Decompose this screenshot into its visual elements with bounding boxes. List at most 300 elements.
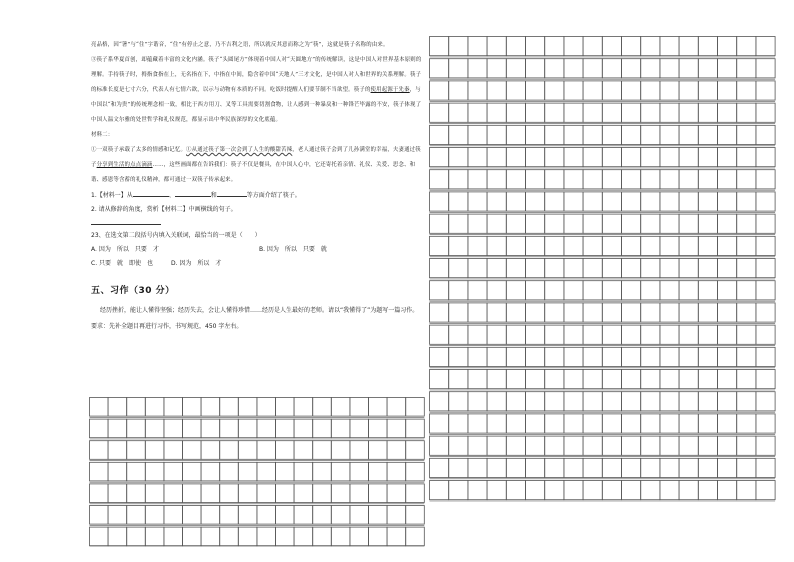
grid-cell[interactable] (718, 370, 737, 389)
grid-cell[interactable] (238, 398, 257, 417)
grid-cell[interactable] (238, 506, 257, 525)
grid-cell[interactable] (756, 347, 775, 366)
grid-cell[interactable] (406, 419, 425, 438)
grid-cell[interactable] (526, 481, 545, 500)
grid-cell[interactable] (294, 506, 313, 525)
grid-cell[interactable] (201, 462, 220, 481)
grid-cell[interactable] (564, 481, 583, 500)
grid-cell[interactable] (449, 59, 468, 78)
grid-cell[interactable] (449, 170, 468, 189)
grid-cell[interactable] (369, 484, 388, 503)
grid-cell[interactable] (506, 370, 525, 389)
grid-cell[interactable] (737, 436, 756, 455)
q1-blank-3[interactable] (217, 188, 247, 197)
grid-cell[interactable] (622, 81, 641, 100)
grid-cell[interactable] (602, 347, 621, 366)
grid-cell[interactable] (698, 148, 717, 167)
grid-cell[interactable] (430, 59, 449, 78)
grid-cell[interactable] (679, 170, 698, 189)
grid-cell[interactable] (468, 458, 487, 477)
grid-cell[interactable] (698, 214, 717, 233)
grid-cell[interactable] (660, 392, 679, 411)
grid-cell[interactable] (622, 59, 641, 78)
grid-cell[interactable] (564, 37, 583, 56)
grid-cell[interactable] (127, 462, 146, 481)
grid-cell[interactable] (545, 214, 564, 233)
grid-cell[interactable] (641, 325, 660, 344)
grid-cell[interactable] (583, 125, 602, 144)
grid-cell[interactable] (430, 259, 449, 278)
grid-cell[interactable] (622, 170, 641, 189)
grid-cell[interactable] (718, 214, 737, 233)
grid-cell[interactable] (602, 259, 621, 278)
grid-cell[interactable] (369, 441, 388, 460)
grid-cell[interactable] (737, 281, 756, 300)
grid-cell[interactable] (506, 458, 525, 477)
grid-cell[interactable] (756, 214, 775, 233)
grid-cell[interactable] (564, 414, 583, 433)
grid-cell[interactable] (660, 458, 679, 477)
grid-cell[interactable] (660, 281, 679, 300)
grid-cell[interactable] (622, 236, 641, 255)
grid-cell[interactable] (183, 398, 202, 417)
grid-cell[interactable] (449, 259, 468, 278)
grid-cell[interactable] (583, 281, 602, 300)
grid-cell[interactable] (660, 414, 679, 433)
grid-cell[interactable] (449, 192, 468, 211)
grid-cell[interactable] (583, 414, 602, 433)
grid-cell[interactable] (622, 192, 641, 211)
grid-cell[interactable] (127, 398, 146, 417)
grid-cell[interactable] (276, 462, 295, 481)
grid-cell[interactable] (660, 103, 679, 122)
grid-cell[interactable] (220, 419, 239, 438)
grid-cell[interactable] (737, 37, 756, 56)
grid-cell[interactable] (526, 59, 545, 78)
grid-cell[interactable] (660, 148, 679, 167)
grid-cell[interactable] (350, 462, 369, 481)
grid-cell[interactable] (257, 419, 276, 438)
grid-cell[interactable] (257, 462, 276, 481)
grid-cell[interactable] (737, 192, 756, 211)
grid-cell[interactable] (526, 236, 545, 255)
grid-cell[interactable] (201, 419, 220, 438)
grid-cell[interactable] (698, 192, 717, 211)
grid-cell[interactable] (387, 419, 406, 438)
grid-cell[interactable] (526, 37, 545, 56)
grid-cell[interactable] (449, 414, 468, 433)
grid-cell[interactable] (350, 506, 369, 525)
grid-cell[interactable] (430, 436, 449, 455)
grid-cell[interactable] (660, 236, 679, 255)
grid-cell[interactable] (641, 458, 660, 477)
grid-cell[interactable] (660, 370, 679, 389)
grid-cell[interactable] (220, 462, 239, 481)
grid-cell[interactable] (679, 103, 698, 122)
grid-cell[interactable] (526, 370, 545, 389)
grid-cell[interactable] (583, 148, 602, 167)
grid-cell[interactable] (641, 148, 660, 167)
grid-cell[interactable] (430, 81, 449, 100)
grid-cell[interactable] (602, 436, 621, 455)
grid-cell[interactable] (756, 170, 775, 189)
grid-cell[interactable] (369, 419, 388, 438)
grid-cell[interactable] (430, 303, 449, 322)
grid-cell[interactable] (90, 462, 109, 481)
grid-cell[interactable] (406, 441, 425, 460)
grid-cell[interactable] (545, 170, 564, 189)
grid-cell[interactable] (756, 81, 775, 100)
grid-cell[interactable] (641, 392, 660, 411)
grid-cell[interactable] (183, 506, 202, 525)
grid-cell[interactable] (545, 458, 564, 477)
grid-cell[interactable] (430, 414, 449, 433)
grid-cell[interactable] (294, 484, 313, 503)
grid-cell[interactable] (257, 398, 276, 417)
grid-cell[interactable] (201, 398, 220, 417)
grid-cell[interactable] (679, 281, 698, 300)
grid-cell[interactable] (468, 170, 487, 189)
grid-cell[interactable] (564, 281, 583, 300)
writing-grid-right[interactable] (429, 36, 789, 502)
grid-cell[interactable] (622, 325, 641, 344)
q1-blank-2[interactable] (175, 188, 211, 197)
grid-cell[interactable] (220, 484, 239, 503)
grid-cell[interactable] (602, 81, 621, 100)
grid-cell[interactable] (602, 458, 621, 477)
grid-cell[interactable] (387, 462, 406, 481)
grid-cell[interactable] (526, 458, 545, 477)
grid-cell[interactable] (487, 37, 506, 56)
grid-cell[interactable] (718, 325, 737, 344)
grid-cell[interactable] (698, 347, 717, 366)
grid-cell[interactable] (602, 325, 621, 344)
grid-cell[interactable] (430, 370, 449, 389)
grid-cell[interactable] (506, 81, 525, 100)
grid-cell[interactable] (468, 192, 487, 211)
grid-cell[interactable] (583, 103, 602, 122)
grid-cell[interactable] (718, 281, 737, 300)
grid-cell[interactable] (679, 259, 698, 278)
grid-cell[interactable] (201, 506, 220, 525)
grid-cell[interactable] (564, 236, 583, 255)
grid-cell[interactable] (468, 81, 487, 100)
grid-cell[interactable] (718, 392, 737, 411)
grid-cell[interactable] (737, 214, 756, 233)
grid-cell[interactable] (506, 37, 525, 56)
grid-cell[interactable] (506, 148, 525, 167)
grid-cell[interactable] (641, 347, 660, 366)
grid-cell[interactable] (756, 458, 775, 477)
grid-cell[interactable] (487, 414, 506, 433)
grid-cell[interactable] (430, 125, 449, 144)
grid-cell[interactable] (487, 259, 506, 278)
grid-cell[interactable] (331, 484, 350, 503)
grid-cell[interactable] (737, 81, 756, 100)
grid-cell[interactable] (622, 481, 641, 500)
grid-cell[interactable] (90, 441, 109, 460)
grid-cell[interactable] (127, 419, 146, 438)
grid-cell[interactable] (506, 414, 525, 433)
grid-cell[interactable] (718, 259, 737, 278)
grid-cell[interactable] (737, 347, 756, 366)
grid-cell[interactable] (622, 214, 641, 233)
grid-cell[interactable] (698, 81, 717, 100)
grid-cell[interactable] (449, 281, 468, 300)
grid-cell[interactable] (313, 462, 332, 481)
grid-cell[interactable] (641, 414, 660, 433)
grid-cell[interactable] (602, 281, 621, 300)
grid-cell[interactable] (698, 281, 717, 300)
grid-cell[interactable] (583, 59, 602, 78)
grid-cell[interactable] (506, 125, 525, 144)
grid-cell[interactable] (660, 170, 679, 189)
grid-cell[interactable] (164, 441, 183, 460)
grid-cell[interactable] (641, 436, 660, 455)
grid-cell[interactable] (430, 214, 449, 233)
grid-cell[interactable] (698, 103, 717, 122)
grid-cell[interactable] (331, 419, 350, 438)
grid-cell[interactable] (526, 392, 545, 411)
grid-cell[interactable] (737, 148, 756, 167)
grid-cell[interactable] (506, 325, 525, 344)
grid-cell[interactable] (468, 59, 487, 78)
grid-cell[interactable] (564, 436, 583, 455)
grid-cell[interactable] (430, 148, 449, 167)
grid-cell[interactable] (564, 103, 583, 122)
grid-cell[interactable] (756, 414, 775, 433)
grid-cell[interactable] (583, 347, 602, 366)
grid-cell[interactable] (737, 325, 756, 344)
q2-answer-line[interactable] (91, 223, 161, 225)
grid-cell[interactable] (350, 398, 369, 417)
grid-cell[interactable] (660, 259, 679, 278)
grid-cell[interactable] (350, 527, 369, 546)
grid-cell[interactable] (487, 392, 506, 411)
grid-cell[interactable] (545, 81, 564, 100)
grid-cell[interactable] (718, 481, 737, 500)
grid-cell[interactable] (622, 347, 641, 366)
grid-cell[interactable] (430, 37, 449, 56)
grid-cell[interactable] (545, 325, 564, 344)
grid-cell[interactable] (449, 103, 468, 122)
grid-cell[interactable] (108, 484, 127, 503)
grid-cell[interactable] (679, 303, 698, 322)
grid-cell[interactable] (430, 281, 449, 300)
grid-cell[interactable] (583, 370, 602, 389)
grid-cell[interactable] (487, 125, 506, 144)
grid-cell[interactable] (127, 484, 146, 503)
grid-cell[interactable] (583, 481, 602, 500)
grid-cell[interactable] (698, 303, 717, 322)
grid-cell[interactable] (183, 527, 202, 546)
grid-cell[interactable] (737, 370, 756, 389)
grid-cell[interactable] (506, 436, 525, 455)
grid-cell[interactable] (545, 37, 564, 56)
grid-cell[interactable] (545, 347, 564, 366)
grid-cell[interactable] (468, 325, 487, 344)
grid-cell[interactable] (545, 281, 564, 300)
grid-cell[interactable] (660, 347, 679, 366)
grid-cell[interactable] (679, 347, 698, 366)
grid-cell[interactable] (238, 484, 257, 503)
grid-cell[interactable] (506, 281, 525, 300)
grid-cell[interactable] (602, 214, 621, 233)
grid-cell[interactable] (602, 170, 621, 189)
grid-cell[interactable] (545, 481, 564, 500)
grid-cell[interactable] (756, 281, 775, 300)
grid-cell[interactable] (526, 192, 545, 211)
grid-cell[interactable] (487, 458, 506, 477)
grid-cell[interactable] (276, 527, 295, 546)
grid-cell[interactable] (718, 103, 737, 122)
grid-cell[interactable] (468, 414, 487, 433)
grid-cell[interactable] (622, 392, 641, 411)
grid-cell[interactable] (583, 259, 602, 278)
grid-cell[interactable] (679, 125, 698, 144)
grid-cell[interactable] (602, 125, 621, 144)
grid-cell[interactable] (545, 125, 564, 144)
grid-cell[interactable] (145, 506, 164, 525)
grid-cell[interactable] (294, 441, 313, 460)
grid-cell[interactable] (545, 414, 564, 433)
grid-cell[interactable] (164, 506, 183, 525)
grid-cell[interactable] (487, 347, 506, 366)
grid-cell[interactable] (487, 148, 506, 167)
grid-cell[interactable] (313, 441, 332, 460)
grid-cell[interactable] (660, 436, 679, 455)
grid-cell[interactable] (564, 170, 583, 189)
grid-cell[interactable] (737, 414, 756, 433)
grid-cell[interactable] (756, 192, 775, 211)
grid-cell[interactable] (257, 441, 276, 460)
grid-cell[interactable] (406, 398, 425, 417)
grid-cell[interactable] (350, 419, 369, 438)
grid-cell[interactable] (449, 481, 468, 500)
grid-cell[interactable] (564, 148, 583, 167)
grid-cell[interactable] (622, 436, 641, 455)
grid-cell[interactable] (622, 414, 641, 433)
grid-cell[interactable] (756, 392, 775, 411)
grid-cell[interactable] (737, 170, 756, 189)
grid-cell[interactable] (487, 436, 506, 455)
grid-cell[interactable] (487, 370, 506, 389)
grid-cell[interactable] (145, 419, 164, 438)
grid-cell[interactable] (602, 103, 621, 122)
grid-cell[interactable] (679, 148, 698, 167)
grid-cell[interactable] (449, 125, 468, 144)
grid-cell[interactable] (406, 506, 425, 525)
option-c[interactable]: C. 只要 就 即使 也 (91, 260, 154, 267)
grid-cell[interactable] (430, 347, 449, 366)
grid-cell[interactable] (506, 103, 525, 122)
grid-cell[interactable] (90, 419, 109, 438)
grid-cell[interactable] (331, 506, 350, 525)
grid-cell[interactable] (679, 370, 698, 389)
grid-cell[interactable] (660, 481, 679, 500)
grid-cell[interactable] (164, 419, 183, 438)
grid-cell[interactable] (313, 484, 332, 503)
grid-cell[interactable] (737, 259, 756, 278)
grid-cell[interactable] (698, 59, 717, 78)
grid-cell[interactable] (468, 436, 487, 455)
grid-cell[interactable] (201, 484, 220, 503)
grid-cell[interactable] (145, 462, 164, 481)
grid-cell[interactable] (257, 506, 276, 525)
grid-cell[interactable] (506, 236, 525, 255)
grid-cell[interactable] (487, 214, 506, 233)
grid-cell[interactable] (698, 392, 717, 411)
grid-cell[interactable] (679, 458, 698, 477)
grid-cell[interactable] (313, 398, 332, 417)
grid-cell[interactable] (641, 81, 660, 100)
grid-cell[interactable] (449, 392, 468, 411)
grid-cell[interactable] (545, 103, 564, 122)
grid-cell[interactable] (698, 125, 717, 144)
grid-cell[interactable] (641, 214, 660, 233)
grid-cell[interactable] (201, 441, 220, 460)
grid-cell[interactable] (468, 103, 487, 122)
grid-cell[interactable] (369, 398, 388, 417)
grid-cell[interactable] (622, 303, 641, 322)
grid-cell[interactable] (164, 527, 183, 546)
grid-cell[interactable] (387, 441, 406, 460)
grid-cell[interactable] (641, 236, 660, 255)
grid-cell[interactable] (679, 436, 698, 455)
grid-cell[interactable] (526, 259, 545, 278)
grid-cell[interactable] (526, 303, 545, 322)
grid-cell[interactable] (468, 259, 487, 278)
grid-cell[interactable] (164, 484, 183, 503)
grid-cell[interactable] (718, 192, 737, 211)
grid-cell[interactable] (718, 148, 737, 167)
grid-cell[interactable] (545, 259, 564, 278)
grid-cell[interactable] (602, 148, 621, 167)
grid-cell[interactable] (679, 59, 698, 78)
grid-cell[interactable] (487, 281, 506, 300)
grid-cell[interactable] (487, 325, 506, 344)
grid-cell[interactable] (430, 170, 449, 189)
grid-cell[interactable] (564, 458, 583, 477)
grid-cell[interactable] (756, 370, 775, 389)
grid-cell[interactable] (145, 527, 164, 546)
grid-cell[interactable] (387, 506, 406, 525)
grid-cell[interactable] (622, 458, 641, 477)
grid-cell[interactable] (660, 81, 679, 100)
grid-cell[interactable] (468, 392, 487, 411)
grid-cell[interactable] (756, 436, 775, 455)
grid-cell[interactable] (449, 347, 468, 366)
grid-cell[interactable] (526, 436, 545, 455)
grid-cell[interactable] (583, 192, 602, 211)
grid-cell[interactable] (737, 236, 756, 255)
grid-cell[interactable] (622, 37, 641, 56)
grid-cell[interactable] (564, 370, 583, 389)
grid-cell[interactable] (276, 506, 295, 525)
grid-cell[interactable] (276, 419, 295, 438)
grid-cell[interactable] (698, 414, 717, 433)
grid-cell[interactable] (756, 125, 775, 144)
grid-cell[interactable] (679, 481, 698, 500)
grid-cell[interactable] (564, 125, 583, 144)
grid-cell[interactable] (238, 441, 257, 460)
grid-cell[interactable] (756, 236, 775, 255)
grid-cell[interactable] (718, 59, 737, 78)
grid-cell[interactable] (294, 462, 313, 481)
grid-cell[interactable] (583, 37, 602, 56)
grid-cell[interactable] (526, 103, 545, 122)
grid-cell[interactable] (718, 303, 737, 322)
